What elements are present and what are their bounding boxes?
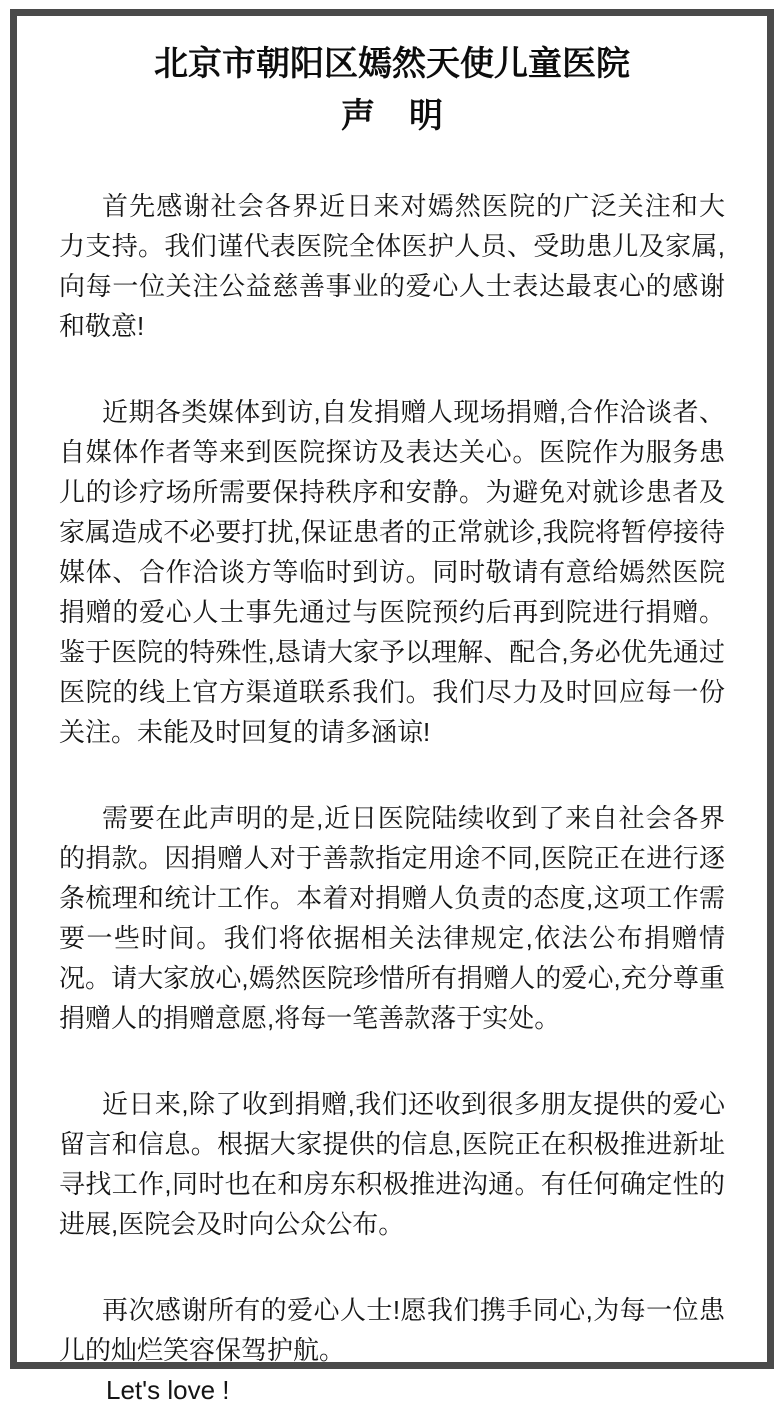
page-title: 北京市朝阳区嫣然天使儿童医院: [154, 45, 630, 83]
statement-paragraph-4: 近日来,除了收到捐赠,我们还收到很多朋友提供的爱心留言和信息。根据大家提供的信息,医院正在积极推进新址寻找工作,同时也在和房东积极推进沟通。有任何确定性的进展,医院会及时向公众公布。: [59, 1089, 725, 1239]
statement-content: [17, 16, 767, 1410]
statement-paragraph-5: 再次感谢所有的爱心人士!愿我们携手同心,为每一位患儿的灿烂笑容保驾护航。: [59, 1295, 725, 1365]
statement-paragraph-1: 首先感谢社会各界近日来对嫣然医院的广泛关注和大力支持。我们谨代表医院全体医护人员、受助患儿及家属,向每一位关注公益慈善事业的爱心人士表达最衷心的感谢和敬意!: [59, 191, 725, 341]
statement-paragraph-3: 需要在此声明的是,近日医院陆续收到了来自社会各界的捐款。因捐赠人对于善款指定用途不同,医院正在进行逐条梳理和统计工作。本着对捐赠人负责的态度,这项工作需要一些时间。我们将依据相关法律规定,依法公布捐赠情况。请大家放心,嫣然医院珍惜所有捐赠人的爱心,充分尊重捐赠人的捐赠意愿,将每一笔善款落于实处。: [59, 803, 725, 1033]
statement-subtitle: 声 明: [341, 97, 443, 135]
statement-paragraph-2: 近期各类媒体到访,自发捐赠人现场捐赠,合作洽谈者、自媒体作者等来到医院探访及表达关心。医院作为服务患儿的诊疗场所需要保持秩序和安静。为避免对就诊患者及家属造成不必要打扰,保证患者的正常就诊,我院将暂停接待媒体、合作洽谈方等临时到访。同时敬请有意给嫣然医院捐赠的爱心人士事先通过与医院预约后再到院进行捐赠。鉴于医院的特殊性,恳请大家予以理解、配合,务必优先通过医院的线上官方渠道联系我们。我们尽力及时回应每一份关注。未能及时回复的请多涵谅!: [59, 397, 725, 747]
closing-line: Let's love !: [106, 1375, 230, 1405]
statement-frame-border: [10, 9, 774, 1405]
